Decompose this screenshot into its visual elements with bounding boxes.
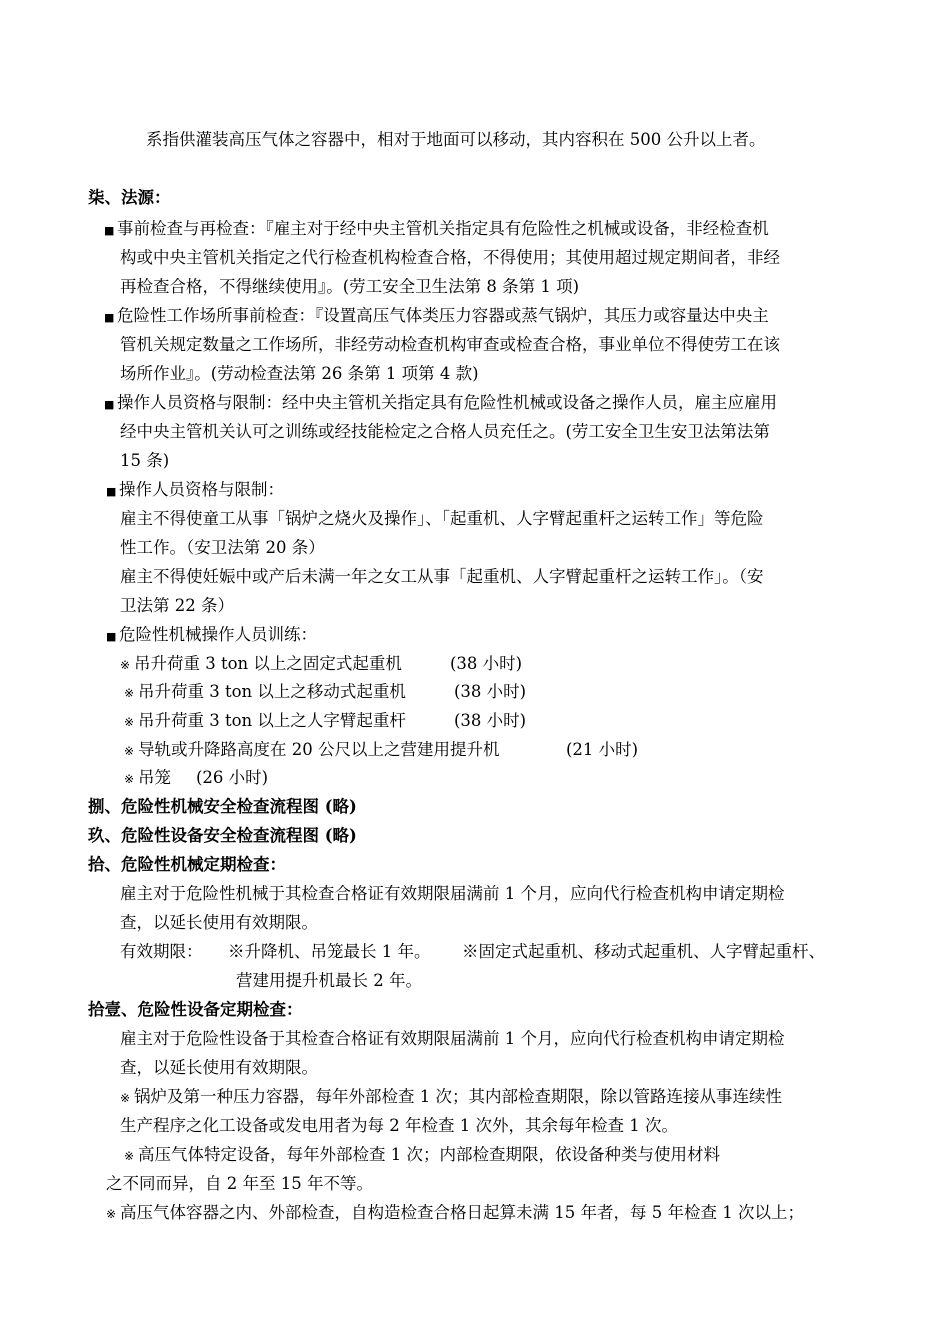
square-bullet-icon: ■ [106, 630, 117, 643]
sec7-item3-line1: ■ 操作人员资格与限制：经中央主管机关指定具有危险性机械或设备之操作人员，雇主应雇用 [104, 393, 777, 415]
reference-mark-icon: ※ [124, 772, 135, 786]
square-bullet-icon: ■ [104, 224, 115, 237]
training-hours: (26 小时) [196, 768, 269, 787]
sec7-item2-line2: 管机关规定数量之工作场所，非经劳动检查机构审查或检查合格，事业单位不得使劳工在该 [120, 335, 780, 354]
intro-line: 系指供灌装高压气体之容器中，相对于地面可以移动，其内容积在 500 公升以上者。 [146, 130, 766, 149]
reference-mark-icon: ※ [124, 715, 135, 729]
training-hours: (38 小时) [454, 682, 527, 701]
sec7-item4-para1-line1: 雇主不得使童工从事「锅炉之烧火及操作」、「起重机、人字臂起重杆之运转工作」等危险 [120, 509, 764, 528]
sec10-para-line1: 雇主对于危险性机械于其检查合格证有效期限届满前 1 个月，应向代行检查机构申请定期检 [120, 884, 785, 903]
inspection-item-1-line1: ※ 锅炉及第一种压力容器，每年外部检查 1 次；其内部检查期限，除以管路连接从事连续性 [120, 1087, 782, 1106]
validity-item-1: ※升降机、吊笼最长 1 年。 [228, 942, 431, 961]
training-hours: (21 小时) [566, 740, 639, 759]
reference-mark-icon: ※ [124, 744, 135, 758]
training-hours: (38 小时) [454, 711, 527, 730]
sec7-item4-para2-line1: 雇主不得使妊娠中或产后未满一年之女工从事「起重机、人字臂起重杆之运转工作」。（安 [120, 567, 764, 586]
sec7-item2-line3: 场所作业』。(劳动检查法第 26 条第 1 项第 4 款) [120, 364, 479, 383]
training-item: ※ 导轨或升降路高度在 20 公尺以上之营建用提升机 [124, 740, 500, 759]
section-8-heading: 捌、危险性机械安全检查流程图 (略) [88, 797, 357, 816]
sec7-item1-line3: 再检查合格，不得继续使用』。(劳工安全卫生法第 8 条第 1 项) [120, 277, 580, 296]
inspection-item-3-line1: ※ 高压气体容器之内、外部检查，自构造检查合格日起算未满 15 年者，每 5 年检查 1 次以上； [106, 1203, 804, 1222]
training-item: ※ 吊升荷重 3 ton 以上之固定式起重机 [120, 654, 402, 673]
inspection-item-1-line2: 生产程序之化工设备或发电用者为每 2 年检查 1 次外，其余每年检查 1 次。 [120, 1116, 678, 1135]
sec7-item3-line3: 15 条) [120, 451, 170, 470]
reference-mark-icon: ※ [106, 1207, 117, 1221]
sec7-item4-para1-line2: 性工作。（安卫法第 20 条） [120, 538, 325, 557]
training-item: ※ 吊升荷重 3 ton 以上之移动式起重机 [124, 682, 406, 701]
training-item: ※ 吊笼 [124, 768, 171, 787]
validity-item-2-line2: 营建用提升机最长 2 年。 [236, 971, 422, 990]
section-9-heading: 玖、危险性设备安全检查流程图 (略) [88, 826, 357, 845]
square-bullet-icon: ■ [104, 398, 115, 411]
sec7-item2-line1: ■ 危险性工作场所事前检查：『设置高压气体类压力容器或蒸气锅炉，其压力或容量达中央主 [104, 306, 769, 328]
reference-mark-icon: ※ [120, 1091, 131, 1105]
sec7-item5-line1: ■ 危险性机械操作人员训练： [106, 625, 317, 647]
section-7-heading: 柒、法源： [88, 188, 171, 207]
sec7-item4-para2-line2: 卫法第 22 条） [120, 596, 234, 615]
training-hours: (38 小时) [450, 654, 523, 673]
inspection-item-2-line2: 之不同而异，自 2 年至 15 年不等。 [106, 1174, 373, 1193]
sec7-item1-line1: ■ 事前检查与再检查：『雇主对于经中央主管机关指定具有危险性之机械或设备，非经检查机 [104, 219, 769, 241]
sec7-item3-line2: 经中央主管机关认可之训练或经技能检定之合格人员充任之。(劳工安全卫生安卫法第法第 [120, 422, 770, 441]
inspection-item-2-line1: ※ 高压气体特定设备，每年外部检查 1 次；内部检查期限，依设备种类与使用材料 [124, 1145, 720, 1164]
reference-mark-icon: ※ [124, 686, 135, 700]
sec11-para-line1: 雇主对于危险性设备于其检查合格证有效期限届满前 1 个月，应向代行检查机构申请定期检 [120, 1029, 785, 1048]
training-item: ※ 吊升荷重 3 ton 以上之人字臂起重杆 [124, 711, 406, 730]
reference-mark-icon: ※ [124, 1149, 135, 1163]
section-10-heading: 拾、危险性机械定期检查： [88, 855, 286, 874]
validity-label: 有效期限： [120, 942, 203, 961]
square-bullet-icon: ■ [104, 311, 115, 324]
sec7-item4-line1: ■ 操作人员资格与限制： [106, 480, 284, 502]
sec11-para-line2: 查，以延长使用有效期限。 [120, 1058, 318, 1077]
square-bullet-icon: ■ [106, 485, 117, 498]
sec10-para-line2: 查，以延长使用有效期限。 [120, 913, 318, 932]
validity-item-2-line1: ※固定式起重机、移动式起重机、人字臂起重杆、 [462, 942, 825, 961]
reference-mark-icon: ※ [120, 658, 131, 672]
section-11-heading: 拾壹、危险性设备定期检查： [88, 1000, 303, 1019]
sec7-item1-line2: 构或中央主管机关指定之代行检查机构检查合格，不得使用；其使用超过规定期间者，非经 [120, 248, 780, 267]
